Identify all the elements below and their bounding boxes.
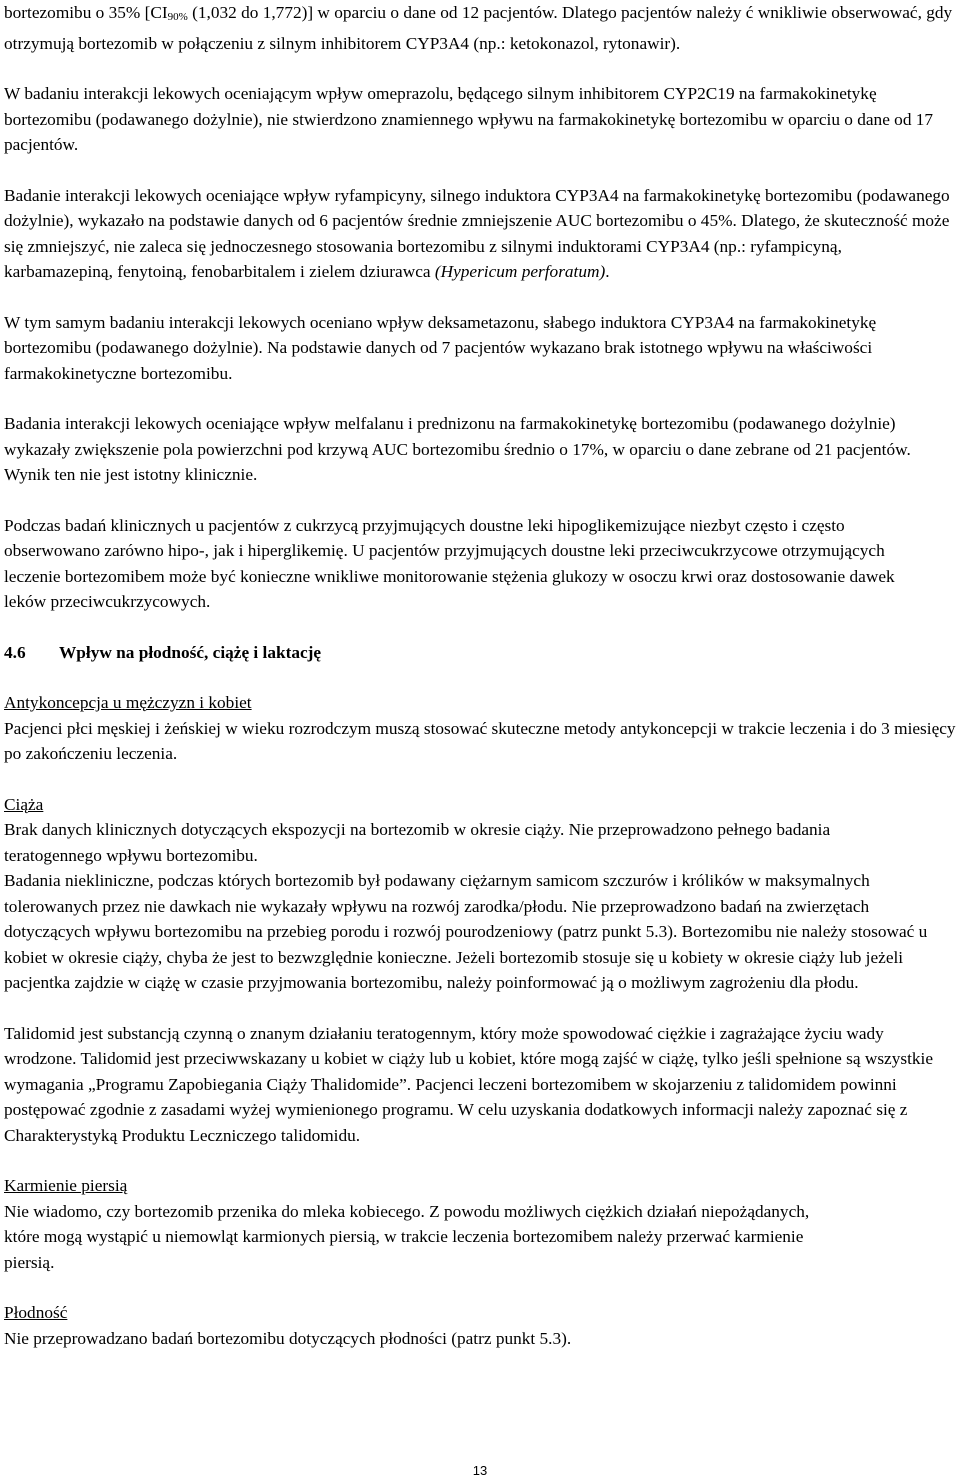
section-number: 4.6 xyxy=(4,642,26,662)
paragraph-diabetes: Podczas badań klinicznych u pacjentów z cukrzycą przyjmujących doustne leki hipoglikemizujące niezbyt często i często obserwowano zarówno hipo-, jak i hiperglikemię. U pacjentów przyjmujących doustne leki przeciwcukrzycowe otrzymujących leczenie bortezomibem może być konieczne wnikliwe monitorowanie stężenia glukozy w osoczu krwi oraz dostosowanie dawek leków przeciwcukrzycowych. xyxy=(4,515,895,611)
page-number: 13 xyxy=(472,1463,488,1478)
pregnancy-heading: Ciąża xyxy=(4,794,44,814)
italic-latin-name: (Hypericum perforatum) xyxy=(434,262,606,281)
paragraph-omeprazole: W badaniu interakcji lekowych oceniającym wpływ omeprazolu, będącego silnym inhibitorem CYP2C19 na farmakokinetykę bortezomibu (podawanego dożylnie), nie stwierdzono znamiennego wpływu na farmakokinetykę bortezomibu w oparciu o dane od 17 pacjentów. xyxy=(4,84,934,154)
paragraph-ketoconazole xyxy=(4,0,954,56)
paragraph-dexamethasone: W tym samym badaniu interakcji lekowych oceniano wpływ deksametazonu, słabego induktora CYP3A4 na farmakokinetykę bortezomibu (podawanego dożylnie). Na podstawie danych od 7 pacjentów wykazano brak istotnego wpływu na właściwości farmakokinetyczne bortezomibu. xyxy=(4,312,877,383)
paragraph-melphalan: Badania interakcji lekowych oceniające wpływ melfalanu i prednizonu na farmakokinetykę bortezomibu (podawanego dożylnie) wykazały zwiększenie pola powierzchni pod krzywą AUC bortezomibu średnio o 17%, w oparciu o dane zebrane od 21 pacjentów. Wynik ten nie jest istotny klinicznie. xyxy=(4,414,911,484)
text-run: Badanie interakcji lekowych oceniające wpływ ryfampicyny, silnego induktora CYP3A4 na farmakokinetykę bortezomibu (podawanego dożylnie), wykazało na podstawie danych od 6 pacjentów średnie zmniejszenie AUC bortezomibu o 45%. Dlatego, że skuteczność może się zmniejszyć, nie zaleca się jednoczesnego stosowania bortezomibu z silnymi induktorami CYP3A4 (np.: ryfampicyną, karbamazepiną, fenytoiną, fenobarbitalem i zielem dziurawca xyxy=(4,185,950,281)
breastfeeding-text: Nie wiadomo, czy bortezomib przenika do mleka kobiecego. Z powodu możliwych ciężkich działań niepożądanych, które mogą wystąpić u niemowląt karmionych piersią, w trakcie leczenia bortezomibem należy przerwać karmienie piersią. xyxy=(4,1201,810,1272)
pregnancy-text-1: Brak danych klinicznych dotyczących ekspozycji na bortezomib w okresie ciąży. Nie przeprowadzono pełnego badania teratogennego wpływu bortezomibu. xyxy=(4,820,831,865)
paragraph-rifampicin xyxy=(4,183,954,285)
section-heading xyxy=(4,640,958,666)
text-run: bortezomibu o 35% [CI xyxy=(4,3,168,22)
document-page xyxy=(4,0,958,1351)
contraception-text: Pacjenci płci męskiej i żeńskiej w wieku rozrodczym muszą stosować skuteczne metody antykoncepcji w trakcie leczenia i do 3 miesięcy po zakończeniu leczenia. xyxy=(4,718,956,763)
subscript: 90% xyxy=(167,11,188,23)
text-run: (1,032 do 1,772)] w oparciu o dane od 12 pacjentów. Dlatego pacjentów należy ć wnikliwie obserwować, gdy otrzymują bortezomib w połączeniu z silnym inhibitorem CYP3A4 (np.: ketokonazol, rytonawir). xyxy=(4,3,953,53)
fertility-heading: Płodność xyxy=(4,1303,68,1322)
pregnancy-text-2: Badania niekliniczne, podczas których bortezomib był podawany ciężarnym samicom szczurów i królików w maksymalnych tolerowanych przez nie dawkach nie wykazały wpływu na rozwój zarodka/płodu. Nie przeprowadzono badań na zwierzętach dotyczących wpływu bortezomibu na przebieg porodu i rozwój pourodzeniowy (patrz punkt 5.3). Bortezomibu nie należy stosować u kobiet w okresie ciąży, chyba że jest to bezwzględnie konieczne. Jeżeli bortezomib stosuje się u kobiety w okresie ciąży lub jeżeli pacjentka zajdzie w ciążę w czasie przyjmowania bortezomibu, należy poinformować ją o możliwym zagrożeniu dla płodu. xyxy=(4,871,928,992)
text-run: . xyxy=(605,262,610,281)
section-title: Wpływ na płodność, ciążę i laktację xyxy=(59,642,322,662)
pregnancy-text-thalidomide: Talidomid jest substancją czynną o znanym działaniu teratogennym, który może spowodować ciężkie i zagrażające życiu wady wrodzone. Talidomid jest przeciwwskazany u kobiet w ciąży lub u kobiet, które mogą zajść w ciążę, tylko jeśli spełnione są wszystkie wymagania „Programu Zapobiegania Ciąży Thalidomide”. Pacjenci leczeni bortezomibem w skojarzeniu z talidomidem powinni postępować zgodnie z zasadami wyżej wymienionego programu. W celu uzyskania dodatkowych informacji należy zapoznać się z Charakterystyką Produktu Leczniczego talidomidu. xyxy=(4,1023,933,1145)
fertility-text: Nie przeprowadzano badań bortezomibu dotyczących płodności (patrz punkt 5.3). xyxy=(4,1328,572,1348)
contraception-heading: Antykoncepcja u mężczyzn i kobiet xyxy=(4,693,252,712)
breastfeeding-heading: Karmienie piersią xyxy=(4,1176,128,1195)
